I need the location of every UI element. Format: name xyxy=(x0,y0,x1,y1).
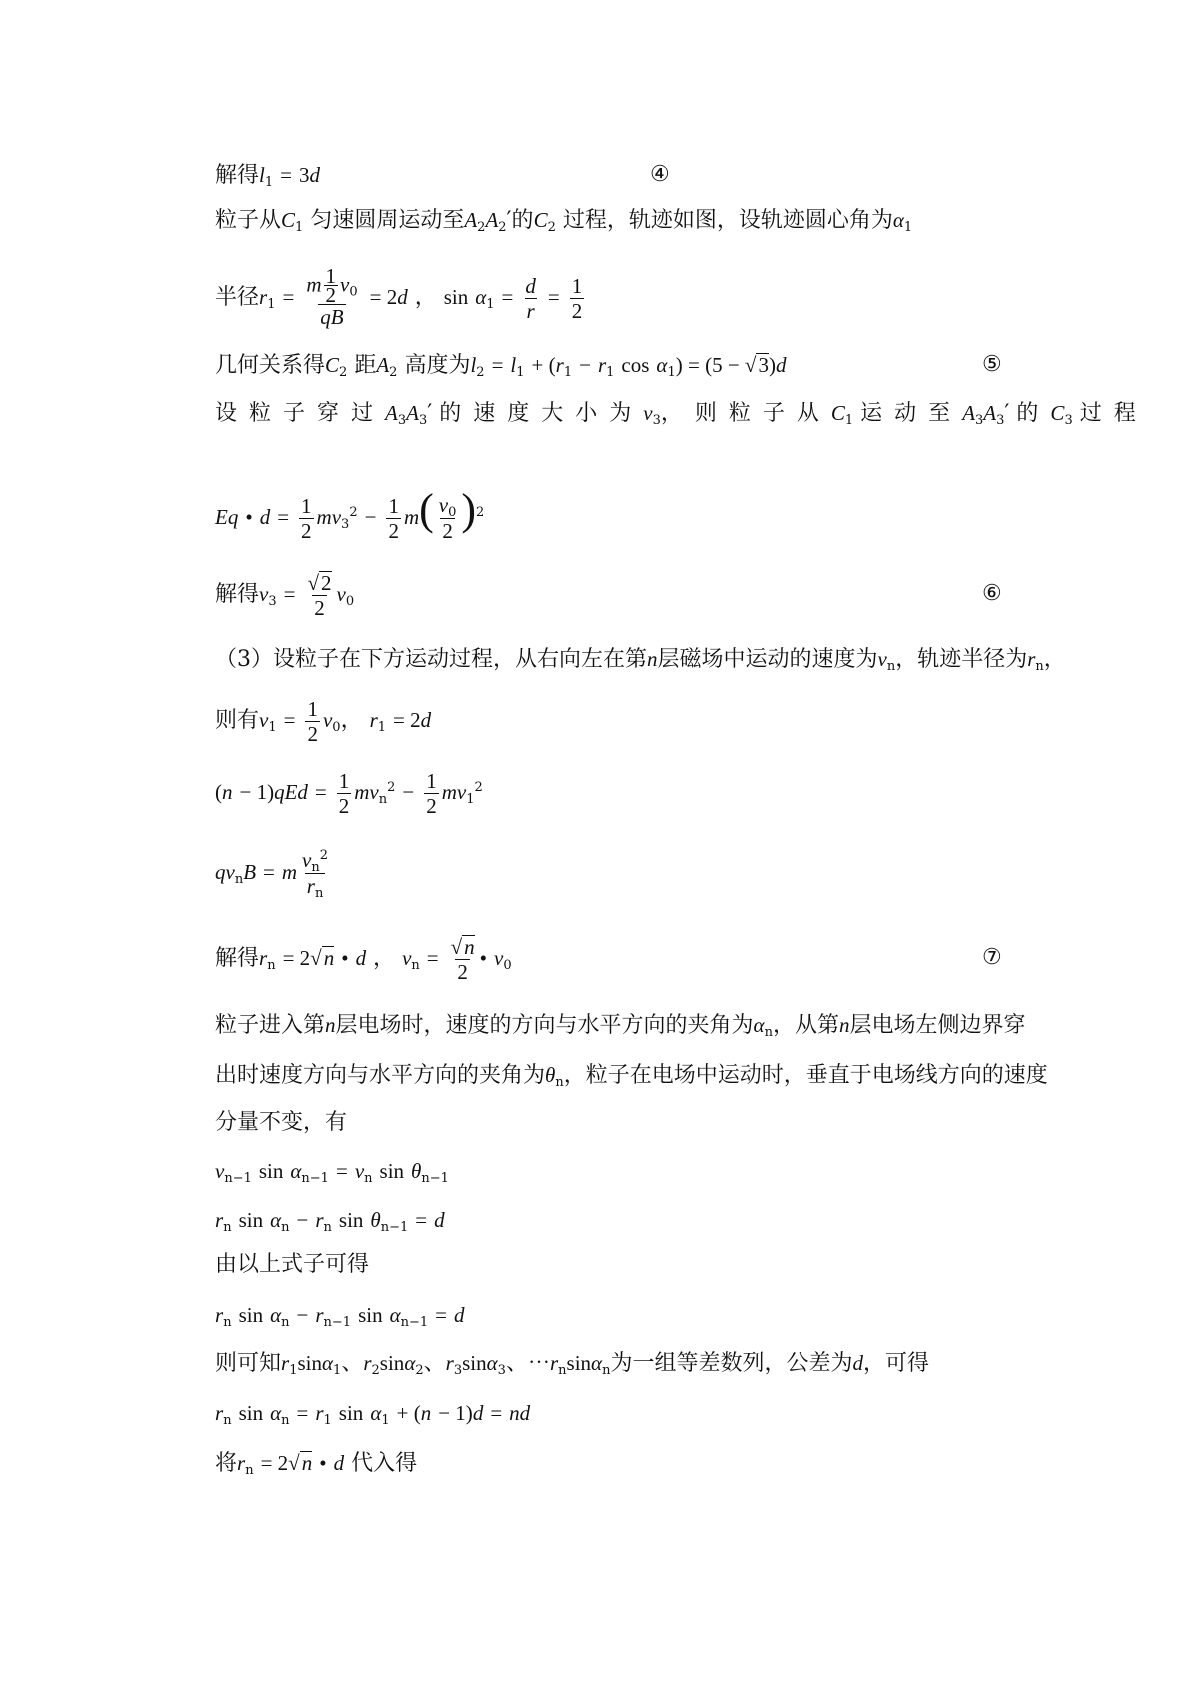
solution-l1: 解得$l_1 = 3d$ xyxy=(215,163,320,190)
geometry-equation: 几何关系得$C_2$ 距$A_2$ 高度为$l_2 = l_1 + (r_1 - r_1$ $\cos \alpha_1) = (5 - √3)d$ xyxy=(215,353,787,380)
text-segment: 为一组等差数列，公差为 xyxy=(610,1351,853,1376)
text-segment: 高度为 xyxy=(404,353,471,378)
trajectory-description: 粒子从$C_1$ 匀速圆周运动至$A_2A_2'$的$C_2$ 过程，轨迹如图，设轨迹圆心角为$\alpha_1$ xyxy=(215,208,913,235)
text-segment: （3）设粒子在下方运动过程，从右向左在第 xyxy=(215,647,647,672)
conclusion-intro: 由以上式子可得 xyxy=(215,1252,370,1277)
text-segment: 运动至 xyxy=(860,401,963,426)
energy-equation: Eq • d = $\frac{1}{2}$ $mv_3^2$ − $\frac{1}{2}$ m( $\frac{v_0}{2}$ )$^2$ xyxy=(215,485,485,543)
initial-conditions: 则有$v_1$ = $\frac{1}{2}$ $v_0$， $r_1 = 2d$ xyxy=(215,696,432,746)
fraction: $\frac{√n}{2}$ xyxy=(450,934,475,984)
text-segment: 则可知 xyxy=(215,1351,282,1376)
arithmetic-sequence-statement: 则可知$r_1\sin\alpha_1$、$r_2\sin\alpha_2$、$r_3\sin\alpha_3$、$\cdots r_n\sin\alpha_n$为一组等差数列，公差为d，可得 xyxy=(215,1351,929,1378)
text-segment: 过程 xyxy=(1079,401,1148,426)
text-segment: 层电场左侧边界穿 xyxy=(849,1013,1026,1038)
text-segment: 粒子从 xyxy=(215,208,282,233)
text-segment: 出时速度方向与水平方向的夹角为 xyxy=(215,1063,546,1088)
text-segment: ，可得 xyxy=(862,1351,929,1376)
part3-intro: （3）设粒子在下方运动过程，从右向左在第n层磁场中运动的速度为$v_n$，轨迹半径为$r_n$， xyxy=(215,647,1066,674)
equation-marker-4: ④ xyxy=(650,162,670,187)
text-segment: ， xyxy=(1043,647,1066,672)
text-banjing: 半径 xyxy=(215,285,260,310)
geometry-relation-equation: $r_n$ $\sin \alpha_n - r_n$ $\sin \theta_{n-1} = d$ xyxy=(215,1208,445,1235)
text-jiede: 解得 xyxy=(215,946,260,971)
fraction: $\frac{1}{2}$ xyxy=(571,273,583,323)
fraction: $\frac{1}{2}$ xyxy=(388,493,399,543)
solution-rn-vn: 解得$r_n = 2√n$ • d ， $v_n$ = $\frac{√n}{2}$ • $v_0$ xyxy=(215,934,512,984)
fraction: $\frac{v_0}{2}$ xyxy=(438,493,457,543)
text-segment: 代入得 xyxy=(351,1451,418,1476)
text-segment: 粒子进入第 xyxy=(215,1013,326,1038)
radius-equation: 半径$r_1$ = m $\frac{1}{2}$ $v_0$ qB = 2d ， $\sin \alpha_1$ = $\frac{d}{r}$ = $\frac{1}{2}$ xyxy=(215,263,583,329)
solution-v3: 解得$v_3$ = $\frac{√2}{2}$ $v_0$ xyxy=(215,570,355,620)
text-segment: ，粒子在电场中运动时，垂直于电场线方向的速度 xyxy=(563,1063,1048,1088)
angle-description-3: 分量不变，有 xyxy=(215,1110,348,1135)
text-segment: 过程，轨迹如图，设轨迹圆心角为 xyxy=(562,208,893,233)
fraction: $\frac{1}{2}$ xyxy=(338,768,350,818)
equation-marker-5: ⑤ xyxy=(982,352,1002,377)
recurrence-equation: $r_n$ $\sin \alpha_n - r_{n-1}$ $\sin \alpha_{n-1} = d$ xyxy=(215,1303,465,1330)
work-energy-equation: (n − 1)qEd = $\frac{1}{2}$ $mv_n^2$ − $\frac{1}{2}$ $mv_1^2$ xyxy=(215,768,483,818)
text-segment: 几何关系得 xyxy=(215,353,326,378)
text-segment: 设粒子穿过 xyxy=(215,401,386,426)
text-segment: 的 xyxy=(511,208,534,233)
fraction: $\frac{√2}{2}$ xyxy=(307,570,332,620)
angle-description-2: 出时速度方向与水平方向的夹角为$\theta_n$，粒子在电场中运动时，垂直于电场线方向的速度 xyxy=(215,1063,1048,1090)
general-term-equation: $r_n$ $\sin \alpha_n = r_1$ $\sin \alpha_1 + (n - 1)d$ = nd xyxy=(215,1401,531,1428)
text-segment: 距 xyxy=(354,353,377,378)
velocity-description: 设粒子穿过$A_3A_3'$ 的速度大小为$v_3$，则粒子从$C_1$ 运动至$A_3A_3'$ 的$C_3$ 过程 xyxy=(215,401,1148,428)
fraction: $\frac{v_n^2}{r_n}$ xyxy=(302,847,329,901)
fraction: $\frac{1}{2}$ xyxy=(307,696,318,746)
fraction: $\frac{1}{2}$ xyxy=(301,493,312,543)
text-jiede: 解得 xyxy=(215,163,260,188)
text-segment: 层电场时，速度的方向与水平方向的夹角为 xyxy=(335,1013,754,1038)
substitution-statement: 将$r_n = 2√n$ • d 代入得 xyxy=(215,1451,418,1478)
angle-description-1: 粒子进入第n层电场时，速度的方向与水平方向的夹角为$\alpha_n$，从第n层电场左侧边界穿 xyxy=(215,1013,1026,1040)
text-segment: ，则粒子从 xyxy=(660,401,831,426)
fraction: $\frac{d}{r}$ xyxy=(525,273,536,323)
text-segment: 的速度大小为 xyxy=(439,401,644,426)
fraction: $\frac{1}{2}$ xyxy=(426,768,437,818)
text-segment: 将 xyxy=(215,1451,238,1476)
equation-marker-7: ⑦ xyxy=(982,945,1002,970)
lorentz-equation: $qv_nB = m$ $\frac{v_n^2}{r_n}$ xyxy=(215,847,329,901)
text-segment: ，从第 xyxy=(772,1013,839,1038)
text-segment: 匀速圆周运动至 xyxy=(310,208,465,233)
text-jiede: 解得 xyxy=(215,582,260,607)
equation-marker-6: ⑥ xyxy=(982,581,1002,606)
text-segment: 的 xyxy=(1016,401,1051,426)
text-segment: ，轨迹半径为 xyxy=(895,647,1028,672)
text-segment: 则有 xyxy=(215,708,260,733)
text-segment: 层磁场中运动的速度为 xyxy=(657,647,878,672)
velocity-component-equation: $v_{n-1}$ $\sin \alpha_{n-1} = v_n$ $\sin \theta_{n-1}$ xyxy=(215,1159,449,1186)
fraction: m $\frac{1}{2}$ $v_0$ qB xyxy=(306,263,358,329)
